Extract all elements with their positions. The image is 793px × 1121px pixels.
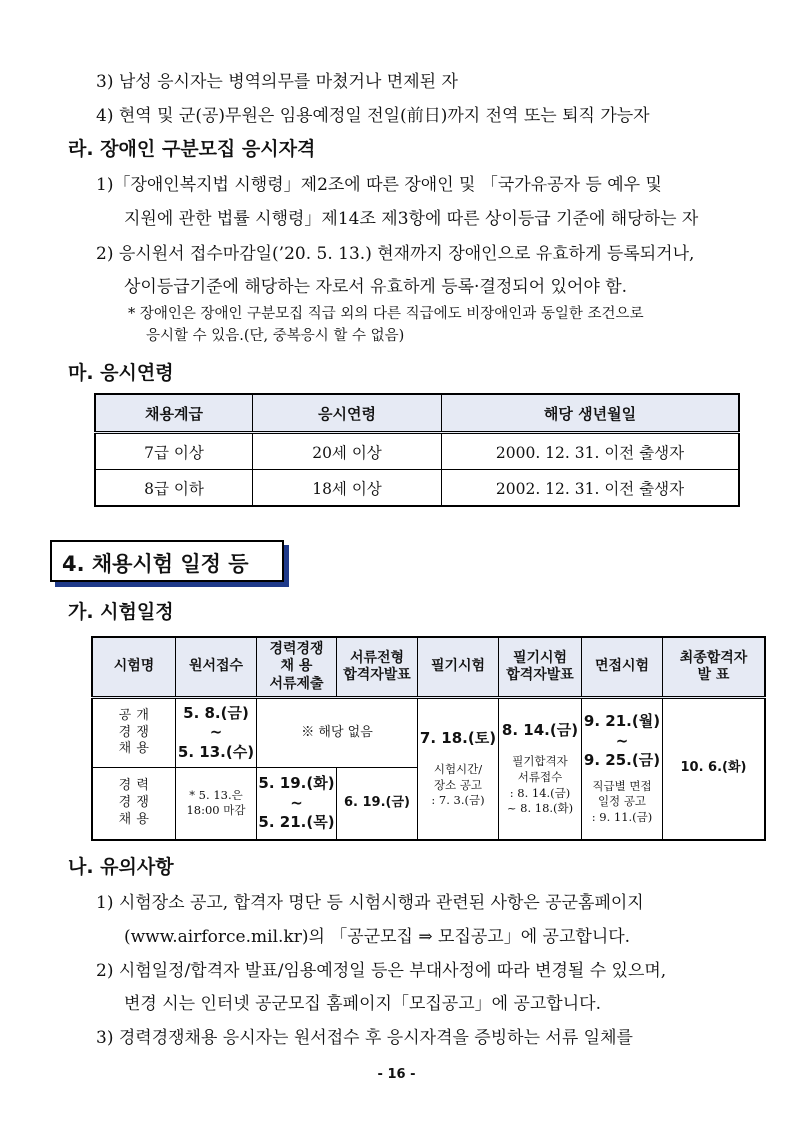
cell-line: 채 용 xyxy=(118,741,150,757)
disability-note-line-2: 응시할 수 있음.(단, 중복응시 할 수 없음) xyxy=(146,328,405,344)
cell-line: 공 개 xyxy=(118,707,150,723)
table-header: 시험명 xyxy=(92,637,176,698)
table-row xyxy=(95,433,739,470)
disability-item-1-line-2: 지원에 관한 법률 시행령」제14조 제3항에 따른 상이등급 기준에 해당하는 자 xyxy=(124,209,699,229)
cell-line: : 9. 11.(금) xyxy=(591,809,653,824)
cell-line: 7. 18.(토) xyxy=(419,728,497,747)
cell-line: : 7. 3.(금) xyxy=(431,793,485,808)
notice-item-1-line-1: 1) 시험장소 공고, 합격자 명단 등 시험시행과 관련된 사항은 공군홈페이지 xyxy=(96,893,644,913)
notice-item-2-line-1: 2) 시험일정/합격자 발표/임용예정일 등은 부대사정에 따라 변경될 수 있으며, xyxy=(96,961,667,981)
header-line: 채 용 xyxy=(280,658,313,675)
cell-line: 8. 14.(금) xyxy=(501,720,579,739)
section-heading-na: 나. 유의사항 xyxy=(68,856,174,878)
table-row xyxy=(95,470,739,507)
header-line: 경력경쟁 xyxy=(269,640,324,657)
cell-line: ~ xyxy=(290,793,303,812)
table-cell: 2002. 12. 31. 이전 출생자 xyxy=(442,470,740,507)
table-header: 채용계급 xyxy=(95,394,253,433)
cell-line: 5. 19.(화) xyxy=(258,774,335,792)
table-header xyxy=(499,637,582,698)
disability-note-line-1: * 장애인은 장애인 구분모집 직급 외의 다른 직급에도 비장애인과 동일한 조건으로 xyxy=(128,306,644,322)
written-result-cell xyxy=(499,698,582,840)
cell-line: 9. 21.(월) xyxy=(583,712,661,731)
cell-line: 채 용 xyxy=(118,811,150,827)
section-4-title-box xyxy=(50,540,284,582)
cell-line: 경 력 xyxy=(118,777,150,793)
cell-line: 시험시간/ xyxy=(433,762,483,777)
disability-item-1-line-1: 1)「장애인복지법 시행령」제2조에 따른 장애인 및 「국가유공자 등 예우 및 xyxy=(96,175,662,195)
section-heading-ra: 라. 장애인 구분모집 응시자격 xyxy=(68,138,316,160)
cell-line: * 5. 13.은 xyxy=(189,787,243,802)
cell-line: : 8. 14.(금) xyxy=(509,785,571,800)
exam-name-open xyxy=(92,698,176,768)
application-period xyxy=(176,698,257,768)
cell-line: 일정 공고 xyxy=(597,794,647,809)
table-header: 필기시험 xyxy=(418,637,499,698)
cell-line: ~ xyxy=(615,731,629,750)
table-header xyxy=(663,637,766,698)
notice-item-2-line-2: 변경 시는 인터넷 공군모집 홈페이지「모집공고」에 공고합니다. xyxy=(124,994,601,1014)
header-line: 최종합격자 xyxy=(679,649,748,666)
age-table xyxy=(94,393,740,507)
cell-line: 경 쟁 xyxy=(118,724,150,740)
header-line: 서류제출 xyxy=(269,675,324,692)
page-number: - 16 - xyxy=(377,1067,416,1082)
section-heading-ma: 마. 응시연령 xyxy=(68,362,174,384)
table-cell: 20세 이상 xyxy=(253,433,442,470)
table-header xyxy=(337,637,418,698)
exam-name-career xyxy=(92,768,176,840)
cell-line: 5. 21.(목) xyxy=(258,813,335,831)
table-header: 해당 생년월일 xyxy=(442,394,740,433)
header-line: 합격자발표 xyxy=(343,667,411,683)
header-line: 서류전형 xyxy=(349,649,405,666)
cell-line: 경 쟁 xyxy=(118,794,150,810)
cell-line: 장소 공고 xyxy=(433,777,483,792)
header-line: 합격자발표 xyxy=(506,667,574,683)
table-header xyxy=(257,637,337,698)
exam-schedule-table xyxy=(91,636,766,841)
header-line: 필기시험 xyxy=(512,649,568,666)
cell-line: 9. 25.(금) xyxy=(583,751,661,770)
section-heading-ga: 가. 시험일정 xyxy=(68,601,174,623)
not-applicable-cell: ※ 해당 없음 xyxy=(257,698,418,768)
table-header: 응시연령 xyxy=(253,394,442,433)
final-result-cell: 10. 6.(화) xyxy=(663,698,766,840)
eligibility-item-4: 4) 현역 및 군(공)무원은 임용예정일 전일(前日)까지 전역 또는 퇴직 가능자 xyxy=(96,106,650,126)
career-document-period xyxy=(257,768,337,840)
notice-item-1-line-2: (www.airforce.mil.kr)의 「공군모집 ⇒ 모집공고」에 공고합니다. xyxy=(124,927,631,947)
cell-line: 필기합격자 xyxy=(512,754,568,769)
header-line: 발 표 xyxy=(697,667,730,683)
cell-line: 18:00 마감 xyxy=(186,803,246,818)
table-cell: 8급 이하 xyxy=(95,470,253,507)
eligibility-item-3: 3) 남성 응시자는 병역의무를 마쳤거나 면제된 자 xyxy=(96,72,458,92)
cell-line: 5. 13.(수) xyxy=(177,742,255,761)
table-header-row xyxy=(92,637,765,698)
written-exam-cell xyxy=(418,698,499,840)
cell-line: ~ xyxy=(209,723,223,742)
section-4-title: 4. 채용시험 일정 등 xyxy=(62,552,249,576)
cell-line: 서류접수 xyxy=(517,769,563,784)
table-cell: 7급 이상 xyxy=(95,433,253,470)
table-header: 면접시험 xyxy=(582,637,663,698)
table-header: 원서접수 xyxy=(176,637,257,698)
document-result-cell: 6. 19.(금) xyxy=(337,768,418,840)
table-cell: 2000. 12. 31. 이전 출생자 xyxy=(442,433,740,470)
cell-line: ~ 8. 18.(화) xyxy=(506,801,574,816)
cell-line: 직급별 면접 xyxy=(592,778,652,793)
interview-cell xyxy=(582,698,663,840)
table-cell: 18세 이상 xyxy=(253,470,442,507)
application-note xyxy=(176,768,257,840)
notice-item-3-line-1: 3) 경력경쟁채용 응시자는 원서접수 후 응시자격을 증빙하는 서류 일체를 xyxy=(96,1028,633,1048)
disability-item-2-line-1: 2) 응시원서 접수마감일(’20. 5. 13.) 현재까지 장애인으로 유효하게 등록되거나, xyxy=(96,244,695,264)
table-header-row xyxy=(95,394,739,433)
table-row xyxy=(92,698,765,768)
cell-line: 5. 8.(금) xyxy=(183,703,249,722)
disability-item-2-line-2: 상이등급기준에 해당하는 자로서 유효하게 등록·결정되어 있어야 함. xyxy=(124,277,628,297)
